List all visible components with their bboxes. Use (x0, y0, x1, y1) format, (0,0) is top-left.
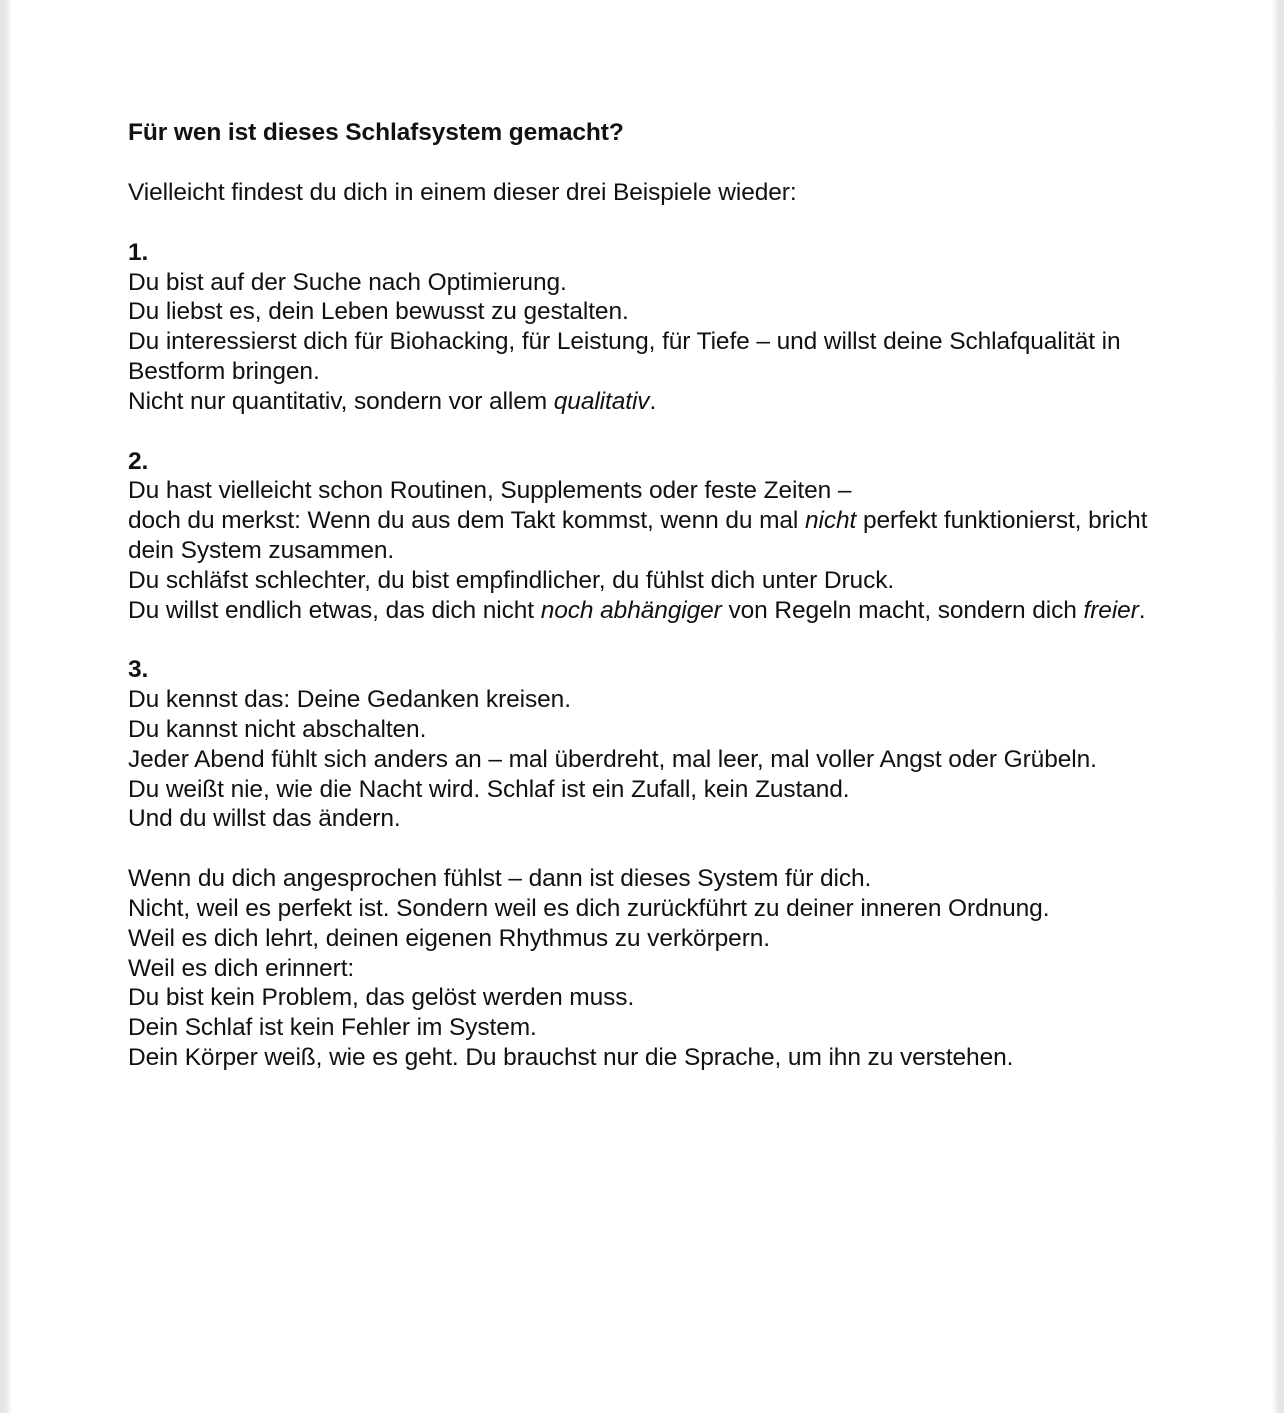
closing-line-5: Du bist kein Problem, das gelöst werden muss. (128, 984, 635, 1012)
section-2-line-4-text-b: von Regeln macht, sondern dich (721, 596, 1084, 624)
section-2-line-1: Du hast vielleicht schon Routinen, Supplements oder feste Zeiten – (128, 477, 852, 505)
section-3-line-5: Und du willst das ändern. (128, 805, 401, 833)
intro-paragraph: Vielleicht findest du dich in einem dieser drei Beispiele wieder: (128, 179, 797, 206)
spacer-before-section-3 (128, 625, 1188, 655)
section-1-number: 1. (128, 238, 149, 266)
section-1 (128, 238, 1188, 417)
section-1-line-3: Du interessierst dich für Biohacking, für Leistung, für Tiefe – und willst deine Schlafqualität in Bestform bringen. (128, 328, 1128, 385)
closing-paragraph (128, 864, 1188, 1073)
document-page (12, 0, 1272, 1413)
section-2-line-2-text-a: doch du merkst: Wenn du aus dem Takt kommst, wenn du mal (128, 507, 805, 535)
section-3-number: 3. (128, 656, 149, 684)
section-2-line-2-text-b: perfekt funktionierst, bricht dein System zusammen. (128, 507, 1155, 564)
document-content (128, 118, 1188, 1073)
spacer-before-closing (128, 834, 1188, 864)
closing-line-4: Weil es dich erinnert: (128, 954, 355, 982)
closing-line-2: Nicht, weil es perfekt ist. Sondern weil es dich zurückführt zu deiner inneren Ordnung. (128, 894, 1050, 922)
spacer-before-section-2 (128, 417, 1188, 447)
section-2-line-4 (128, 596, 1188, 626)
section-1-line-4-emphasis: qualitativ (553, 387, 650, 415)
spacer-after-title (128, 148, 1188, 178)
page-right-edge-shadow (1272, 0, 1284, 1413)
section-2-line-4-text-c: . (1138, 596, 1146, 624)
closing-line-3: Weil es dich lehrt, deinen eigenen Rhythmus zu verkörpern. (128, 924, 770, 952)
closing-line-6: Dein Schlaf ist kein Fehler im System. (128, 1014, 537, 1042)
section-3 (128, 655, 1188, 834)
closing-line-7: Dein Körper weiß, wie es geht. Du brauchst nur die Sprache, um ihn zu verstehen. (128, 1043, 1014, 1071)
section-1-line-1: Du bist auf der Suche nach Optimierung. (128, 268, 567, 296)
section-2-line-2 (128, 506, 1188, 566)
section-2-line-2-emphasis: nicht (805, 507, 857, 535)
section-3-line-2: Du kannst nicht abschalten. (128, 715, 427, 743)
section-2-line-4-emphasis-1: noch abhängiger (540, 596, 722, 624)
section-1-line-4-text-b: . (649, 387, 657, 415)
section-2-line-4-text-a: Du willst endlich etwas, das dich nicht (128, 596, 541, 624)
spacer-before-section-1 (128, 208, 1188, 238)
page-left-edge-shadow (0, 0, 12, 1413)
section-3-line-3: Jeder Abend fühlt sich anders an – mal überdreht, mal leer, mal voller Angst oder Grübeln. (128, 745, 1097, 773)
section-1-line-4 (128, 387, 1188, 417)
section-2 (128, 447, 1188, 626)
section-2-number: 2. (128, 447, 149, 475)
section-3-line-1: Du kennst das: Deine Gedanken kreisen. (128, 686, 571, 714)
section-1-line-2: Du liebst es, dein Leben bewusst zu gestalten. (128, 298, 629, 326)
section-1-line-4-text-a: Nicht nur quantitativ, sondern vor allem (128, 387, 554, 415)
section-2-line-3: Du schläfst schlechter, du bist empfindlicher, du fühlst dich unter Druck. (128, 566, 895, 594)
section-2-line-4-emphasis-2: freier (1083, 596, 1139, 624)
page-title: Für wen ist dieses Schlafsystem gemacht? (128, 119, 624, 146)
section-3-line-4: Du weißt nie, wie die Nacht wird. Schlaf ist ein Zufall, kein Zustand. (128, 775, 850, 803)
closing-line-1: Wenn du dich angesprochen fühlst – dann ist dieses System für dich. (128, 865, 872, 893)
